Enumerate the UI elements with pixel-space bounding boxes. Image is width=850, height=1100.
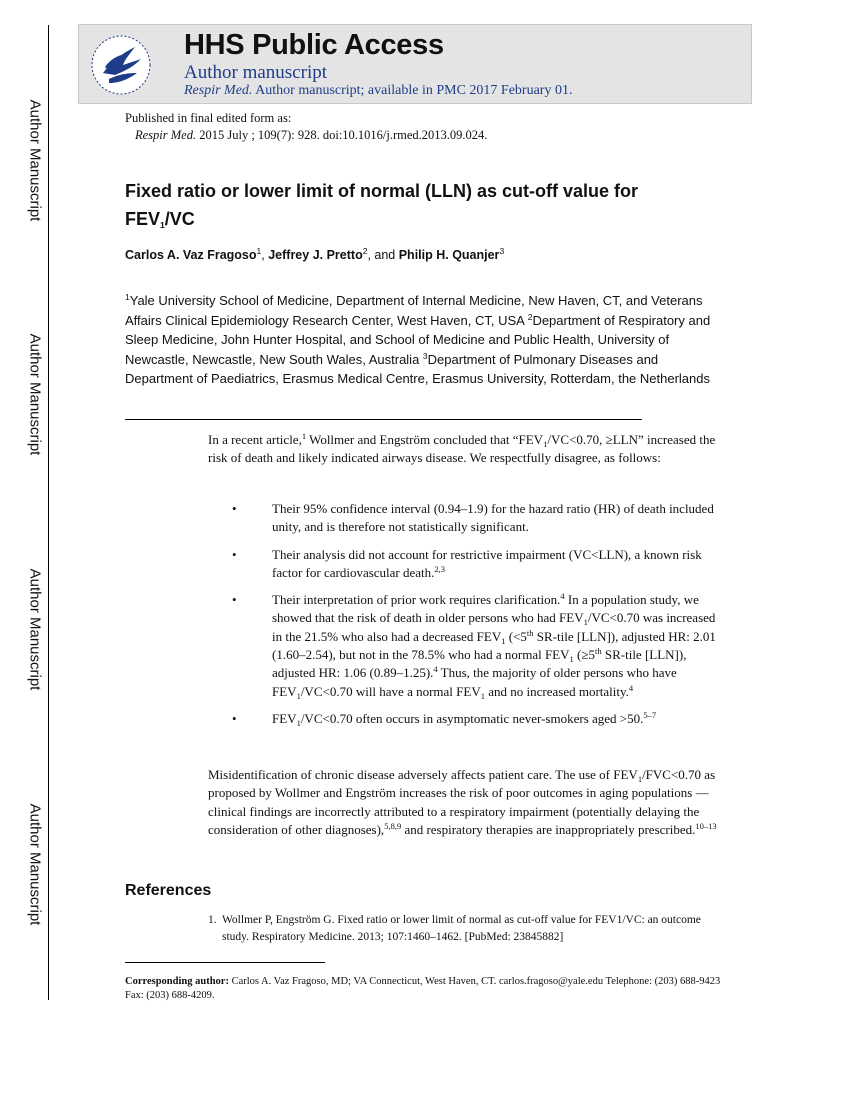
bullet-text: (<5 [505,628,527,644]
corresponding-author-text: Carlos A. Vaz Fragoso, MD; VA Connecticut, West Haven, CT. carlos.fragoso@yale.edu Telephone: (203) 688-9423 Fax: (203) 688-4209. [125,976,721,1001]
bullet-marker: • [232,592,237,608]
author-list [125,248,504,262]
article-title-line2-post: /VC [164,209,195,229]
corresponding-author-footnote [125,975,725,1002]
bullet-marker: • [232,710,237,726]
side-label-author-manuscript: Author Manuscript [26,803,44,926]
author-affiliation-sup: 1 [256,246,262,256]
affiliation-text: Department of Pulmonary Diseases and Department of Paediatrics, Erasmus Medical Centre, Erasmus University, Rotterdam, the Netherlands [125,351,710,387]
subscript: 1 [501,635,506,646]
author-name: Carlos A. Vaz Fragoso [125,248,257,262]
closing-text: and respiratory therapies are inappropriately prescribed. [401,821,696,837]
hhs-header-banner [78,24,752,104]
affiliation-text: Yale University School of Medicine, Department of Internal Medicine, New Haven, CT, and Veterans Affairs Clinical Epidemiology Research Center, West Haven, CT, USA [125,293,703,328]
citation-sup: 5–7 [643,709,657,720]
section-divider [125,419,642,420]
bullet-text: Thus, the majority of older persons who have FEV [272,665,677,699]
reference-item [208,912,718,945]
availability-line [184,83,572,99]
affiliation-sup: 2 [527,311,533,322]
list-item [232,500,727,537]
citation-sup: 1 [301,431,307,441]
intro-paragraph [208,431,723,468]
publication-citation-text: 2015 July ; 109(7): 928. doi:10.1016/j.rmed.2013.09.024. [199,128,488,142]
author-affiliation-sup: 2 [362,246,368,256]
author-separator: , [261,248,269,262]
bullet-text: /VC<0.70 often occurs in asymptomatic never-smokers aged >50. [300,710,644,726]
citation-sup: 10–13 [695,820,717,831]
list-item [232,710,727,728]
availability-journal: Respir Med. [184,83,253,98]
subscript: 1 [296,717,301,728]
bullet-text: /VC<0.70 was increased in the 21.5% who also had a decreased FEV [272,610,716,644]
publication-citation [125,127,487,144]
bullet-text: SR-tile [LLN]), adjusted HR: 1.06 (0.89–1.25). [272,647,687,681]
citation-sup: 4 [560,591,565,602]
article-title-line1: Fixed ratio or lower limit of normal (LLN) as cut-off value for [125,181,639,201]
left-margin-rule [48,25,49,1000]
bullet-text: /VC<0.70 will have a normal FEV [300,683,481,699]
bullet-text: Their interpretation of prior work requires clarification. [272,592,561,608]
affiliations [125,291,725,389]
references-heading: References [125,882,212,899]
bullet-text: FEV [272,710,297,726]
list-item [232,546,727,583]
intro-text: Wollmer and Engström concluded that “FEV [306,432,544,447]
hhs-title: HHS Public Access [184,29,444,61]
closing-paragraph [208,766,723,839]
article-title-line2-pre: FEV [125,209,161,229]
article-title-sub: 1 [160,220,165,230]
subscript: 1 [480,690,485,701]
subscript: 1 [569,654,574,665]
citation-sup: 4 [628,682,634,693]
author-name: Jeffrey J. Pretto [268,248,363,262]
closing-text: Misidentification of chronic disease adversely affects patient care. The use of FEV [208,767,638,782]
citation-sup: 4 [433,664,438,675]
intro-text: /VC<0.70, ≥LLN” increased the risk of death and likely indicated airways disease. We respectfully disagree, as follows: [208,432,716,466]
bullet-text: and no increased mortality. [484,683,629,699]
availability-text: Author manuscript; available in PMC 2017 February 01. [255,83,573,98]
reference-text: Wollmer P, Engström G. Fixed ratio or lower limit of normal as cut-off value for FEV1/VC: an outcome study. Respiratory Medicine. 2013; 107:1460–1462. [PubMed: 23845882] [222,914,701,943]
intro-text: In a recent article, [208,432,302,447]
bullet-marker: • [232,546,237,562]
article-title [125,177,725,233]
subscript: 1 [637,774,643,784]
bullet-text: (≥5 [573,647,595,663]
side-label-author-manuscript: Author Manuscript [26,99,44,222]
author-name: Philip H. Quanjer [398,248,500,262]
author-separator: , and [367,248,399,262]
bullet-marker: • [232,501,237,516]
side-label-author-manuscript: Author Manuscript [26,333,44,456]
bullet-list [232,500,727,737]
corresponding-author-label: Corresponding author: [125,976,229,987]
closing-text: /FVC<0.70 as proposed by Wollmer and Engström increases the risk of poor outcomes in aging populations — clinical findings are incorrectly attributed to a respiratory impairment (potentially delaying the consideration of other diagnoses), [208,767,716,837]
reference-number: 1. [208,914,217,926]
affiliation-text: Department of Respiratory and Sleep Medicine, John Hunter Hospital, and School of Medicine and Public Health, University of Newcastle, Newcastle, New South Wales, Australia [125,312,711,367]
list-item [232,591,727,701]
author-affiliation-sup: 3 [499,246,505,256]
publication-label: Published in final edited form as: [125,111,292,125]
hhs-eagle-seal-icon [89,33,153,97]
footnote-rule [125,962,325,963]
citation-sup: 5,8,9 [384,820,402,831]
affiliation-sup: 3 [422,350,428,361]
bullet-text: Their analysis did not account for restrictive impairment (VC<LLN), a known risk factor for cardiovascular death. [272,546,702,580]
subscript: 1 [583,617,588,628]
bullet-text: Their 95% confidence interval (0.94–1.9) for the hazard ratio (HR) of death included unity, and is therefore not statistically significant. [272,501,714,535]
author-manuscript-subtitle: Author manuscript [184,62,328,83]
bullet-text: In a population study, we showed that the risk of death in older persons who had FEV [272,592,699,626]
side-label-author-manuscript: Author Manuscript [26,568,44,691]
publication-note [125,110,487,144]
subscript: 1 [543,439,548,449]
citation-sup: 2,3 [434,563,446,574]
publication-journal: Respir Med. [135,128,197,142]
affiliation-sup: 1 [125,292,130,302]
superscript: th [594,646,602,657]
bullet-text: SR-tile [LLN]), adjusted HR: 2.01 (1.60–2.54), but not in the 78.5% who had a normal FEV [272,628,716,663]
superscript: th [526,627,534,638]
subscript: 1 [296,690,301,701]
